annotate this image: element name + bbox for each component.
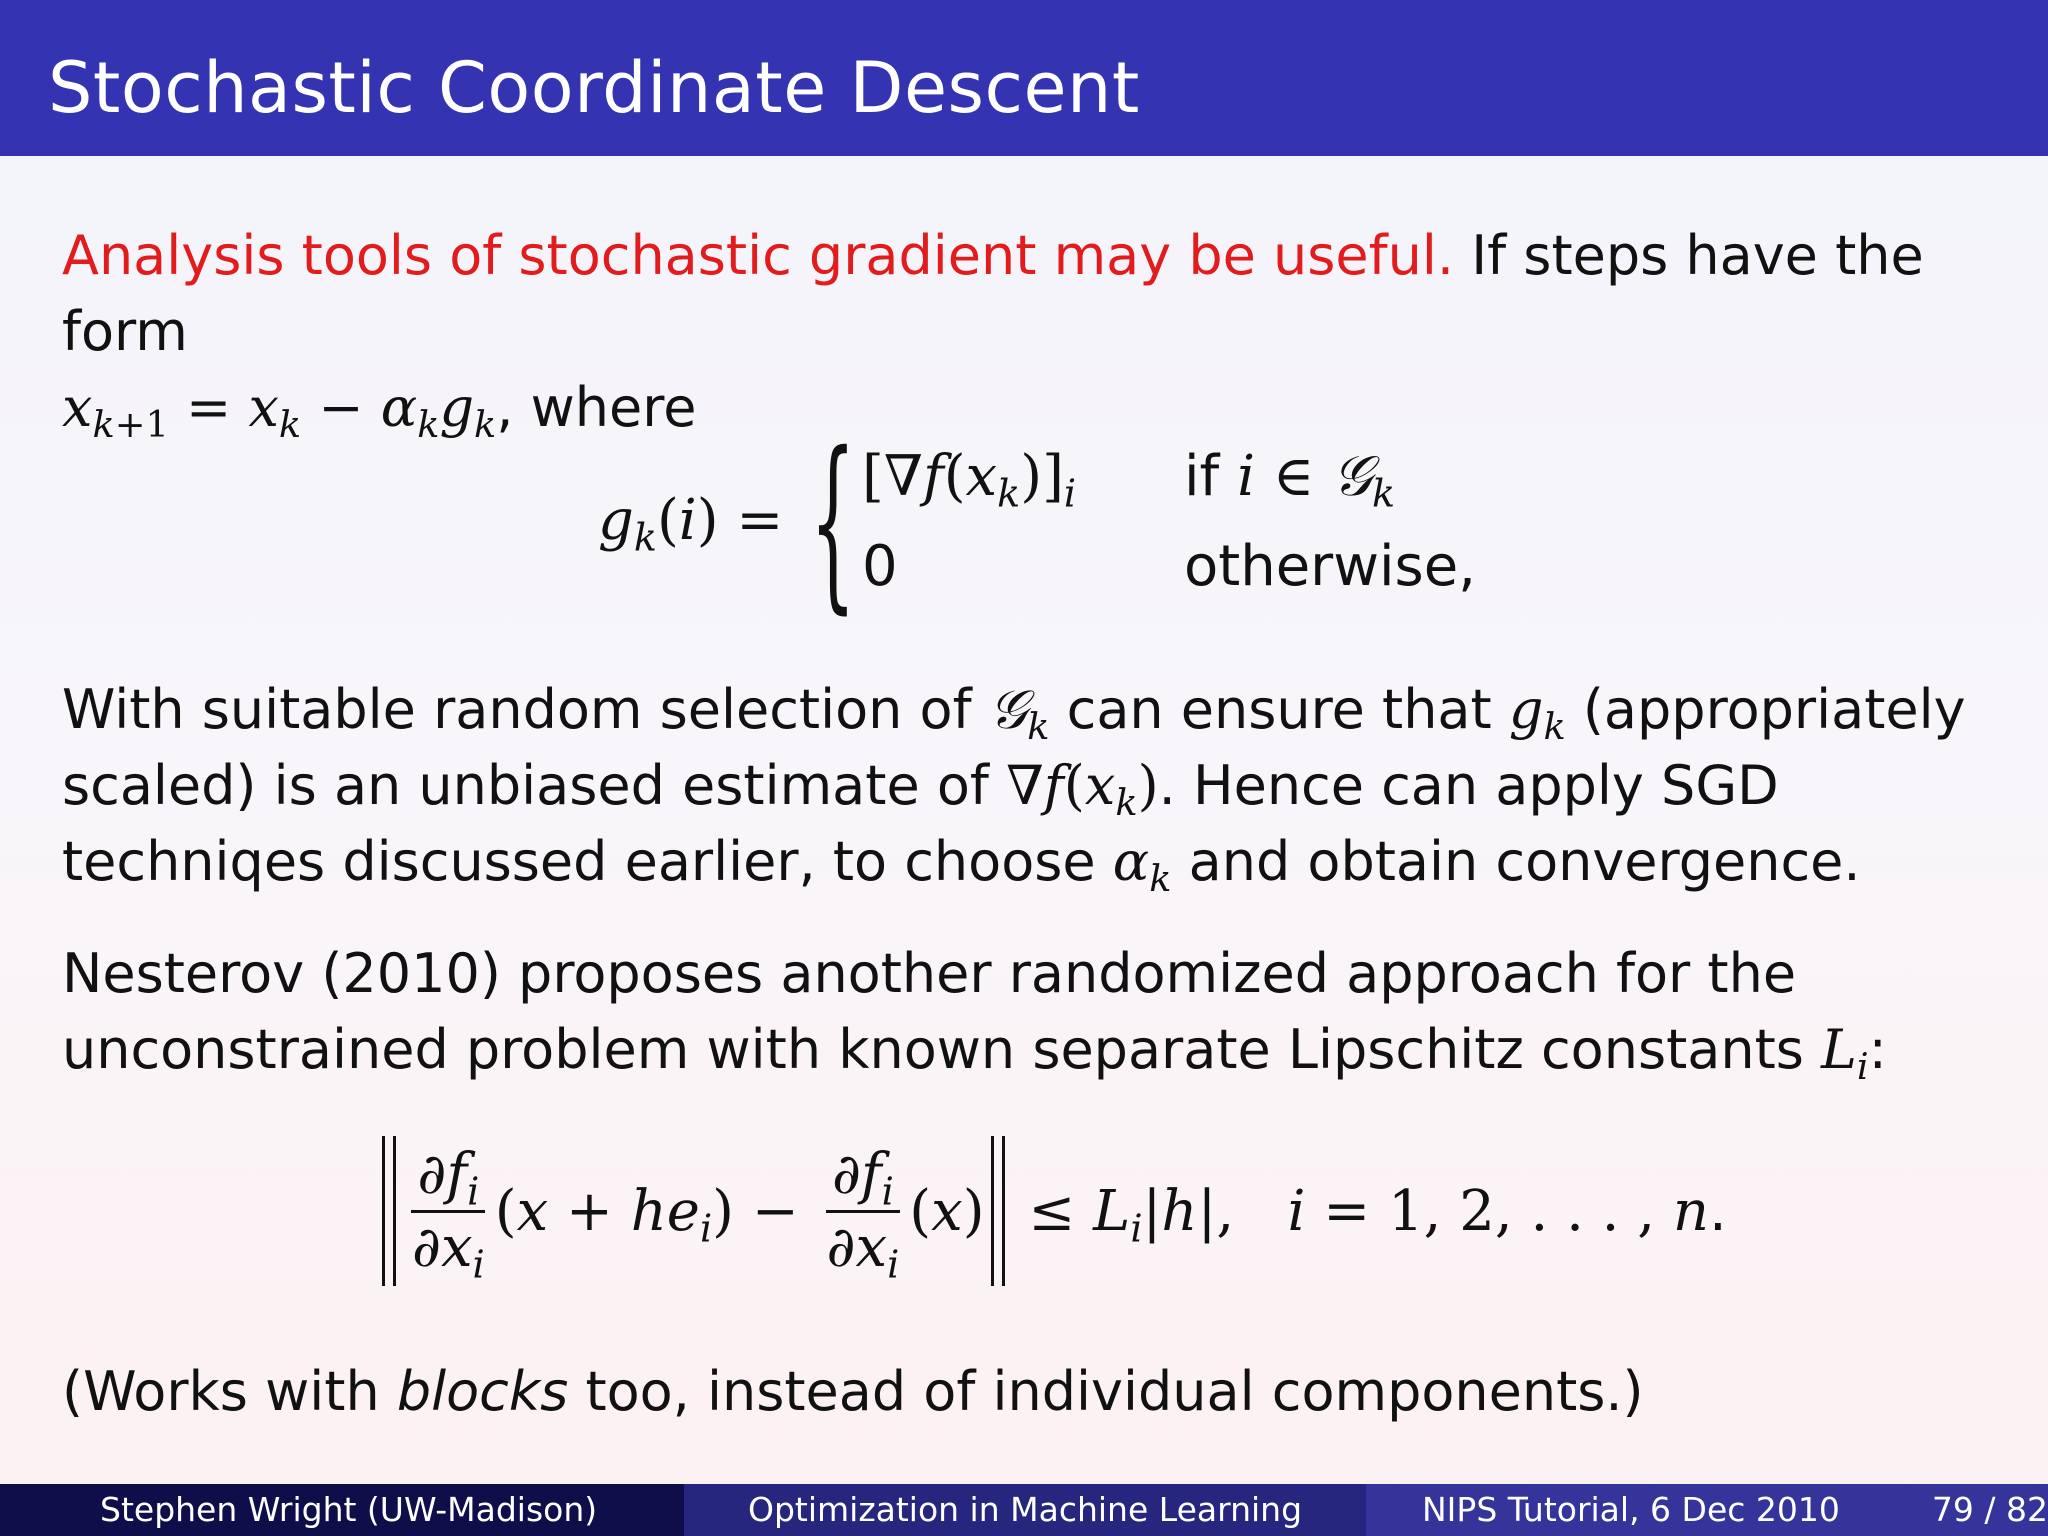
intro-paragraph bbox=[62, 218, 2002, 446]
case-2-value: 0 bbox=[862, 534, 898, 599]
footer-author: Stephen Wright (UW-Madison) bbox=[0, 1484, 684, 1536]
nesterov-paragraph: Nesterov (2010) proposes another randomized approach for the unconstrained problem with known separate Lipschitz constants $L_i$: bbox=[62, 942, 1887, 1089]
case-1-condition: if i ∈ 𝒢$_k$ bbox=[1184, 444, 1396, 516]
left-brace: { bbox=[810, 411, 856, 631]
blocks-note: (Works with blocks too, instead of individual components.) bbox=[62, 1360, 1644, 1423]
footer-talk-title: Optimization in Machine Learning bbox=[684, 1484, 1366, 1536]
sgd-paragraph: With suitable random selection of 𝒢$_k$ can ensure that $g_k$ (appropriately scaled) is an unbiased estimate of $\nabla f(x_k)$. Hence can apply SGD techniqes discussed earlier, to choose $\alpha_k$ and obtain convergence. bbox=[62, 678, 1966, 901]
case-1-value: $[\nabla f(x_k)]_i$ bbox=[862, 444, 1077, 516]
lipschitz-inequality: $\frac{\partial f_i}{\partial x_i}$ ( x + $he_i$ ) − $\frac{\partial f_i}{\partial x_i}$ ( x ) ≤ $L_i$ | h |, i = 1, 2, . . . , n . bbox=[376, 1136, 1727, 1286]
footer-bar bbox=[0, 1484, 2048, 1536]
intro-text: If steps have the form bbox=[62, 224, 1924, 363]
footer-event: NIPS Tutorial, 6 Dec 2010 79 / 82 bbox=[1366, 1484, 2048, 1536]
left-norm-bar bbox=[382, 1136, 396, 1286]
update-rule: $x_{k+1} = x_k - \alpha_kg_k$ bbox=[62, 376, 497, 447]
case-2-condition: otherwise, bbox=[1184, 534, 1476, 599]
cases-lhs: $g_k(i)$ = bbox=[598, 488, 784, 560]
partial-fraction-1: $\frac{\partial f_i}{\partial x_i}$ bbox=[412, 1141, 485, 1286]
page-number: 79 / 82 bbox=[1931, 1490, 2048, 1529]
right-norm-bar bbox=[991, 1136, 1005, 1286]
highlight-text: Analysis tools of stochastic gradient may be useful. bbox=[62, 224, 1455, 287]
partial-fraction-2: $\frac{\partial f_i}{\partial x_i}$ bbox=[826, 1141, 900, 1286]
where-text: , where bbox=[496, 376, 697, 439]
slide-title: Stochastic Coordinate Descent bbox=[0, 0, 2048, 156]
